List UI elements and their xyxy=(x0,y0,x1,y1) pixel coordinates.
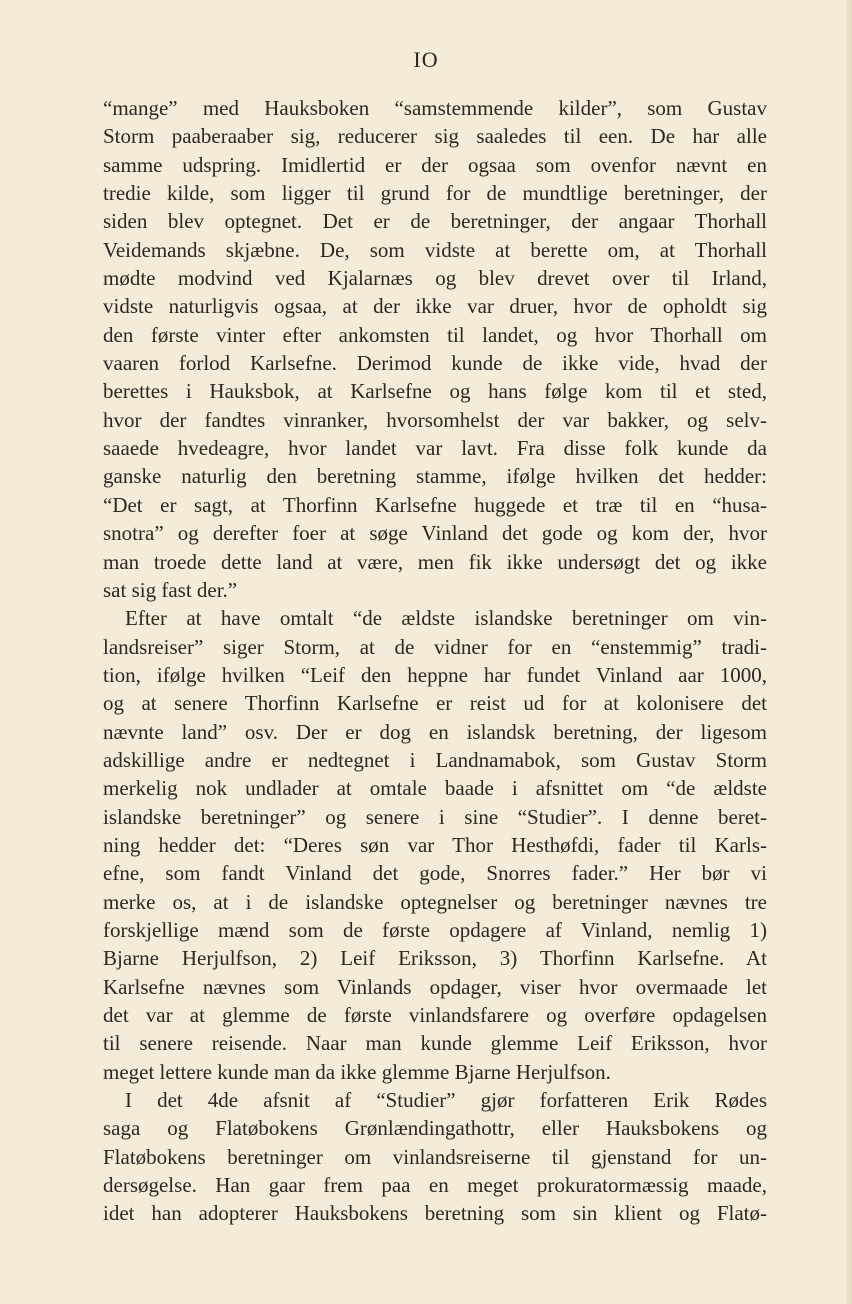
body-text xyxy=(103,94,767,1228)
text-line: “mange” med Hauksboken “samstemmende kilder”, som Gustav xyxy=(103,96,767,120)
text-line: adskillige andre er nedtegnet i Landnamabok, som Gustav Storm xyxy=(103,747,767,772)
text-line: meget lettere kunde man da ikke glemme Bjarne Herjulfson. xyxy=(103,1059,611,1084)
text-line: “Det er sagt, at Thorfinn Karlsefne huggede et træ til en “husa- xyxy=(103,492,767,517)
page-edge-shadow xyxy=(846,0,852,1304)
text-line: idet han adopterer Hauksbokens beretning som sin klient og Flatø- xyxy=(103,1201,767,1226)
text-line: nævnte land” osv. Der er dog en islandsk beretning, der ligesom xyxy=(103,719,767,744)
text-line: vaaren forlod Karlsefne. Derimod kunde de ikke vide, hvad der xyxy=(103,351,767,376)
text-line: landsreiser” siger Storm, at de vidner for en “enstemmig” tradi- xyxy=(103,634,767,659)
text-line: Karlsefne nævnes som Vinlands opdager, viser hvor overmaade let xyxy=(103,974,767,999)
text-line: islandske beretninger” og senere i sine “Studier”. I denne beret- xyxy=(103,804,767,829)
text-line: man troede dette land at være, men fik ikke undersøgt det og ikke xyxy=(103,549,767,574)
text-line: det var at glemme de første vinlandsfarere og overføre opdagelsen xyxy=(103,1003,767,1027)
text-line: Efter at have omtalt “de ældste islandske beretninger om vin- xyxy=(125,606,767,631)
text-line: saga og Flatøbokens Grønlændingathottr, eller Hauksbokens og xyxy=(103,1116,767,1141)
text-line: og at senere Thorfinn Karlsefne er reist ud for at kolonisere det xyxy=(103,691,767,716)
text-line: merkelig nok undlader at omtale baade i afsnittet om “de ældste xyxy=(103,776,767,801)
text-line: ning hedder det: “Deres søn var Thor Hesthøfdi, fader til Karls- xyxy=(103,832,767,857)
text-line: mødte modvind ved Kjalarnæs og blev drevet over til Irland, xyxy=(103,266,767,291)
text-line: sat sig fast der.” xyxy=(103,577,238,602)
text-line: ganske naturlig den beretning stamme, ifølge hvilken det hedder: xyxy=(103,464,767,489)
text-line: vidste naturligvis ogsaa, at der ikke var druer, hvor de opholdt sig xyxy=(103,294,767,319)
text-line: samme udspring. Imidlertid er der ogsaa som ovenfor nævnt en xyxy=(103,152,767,177)
text-line: tredie kilde, som ligger til grund for de mundtlige beretninger, der xyxy=(103,181,767,206)
text-line: den første vinter efter ankomsten til landet, og hvor Thorhall om xyxy=(103,322,767,347)
text-line: saaede hvedeagre, hvor landet var lavt. Fra disse folk kunde da xyxy=(103,436,767,461)
text-line: Flatøbokens beretninger om vinlandsreiserne til gjenstand for un- xyxy=(103,1144,767,1169)
text-line: hvor der fandtes vinranker, hvorsomhelst der var bakker, og selv- xyxy=(103,407,767,432)
text-line: Storm paaberaaber sig, reducerer sig saaledes til een. De har alle xyxy=(103,124,767,149)
page-number: IO xyxy=(413,47,439,72)
text-line: dersøgelse. Han gaar frem paa en meget prokuratormæssig maade, xyxy=(103,1173,767,1198)
text-line: til senere reisende. Naar man kunde glemme Leif Eriksson, hvor xyxy=(103,1031,767,1056)
text-line: siden blev optegnet. Det er de beretninger, der angaar Thorhall xyxy=(103,209,767,234)
text-line: forskjellige mænd som de første opdagere af Vinland, nemlig 1) xyxy=(103,917,767,942)
text-line: Bjarne Herjulfson, 2) Leif Eriksson, 3) Thorfinn Karlsefne. At xyxy=(103,946,767,971)
text-line: merke os, at i de islandske optegnelser og beretninger nævnes tre xyxy=(103,889,767,914)
text-line: I det 4de afsnit af “Studier” gjør forfatteren Erik Rødes xyxy=(125,1088,767,1113)
text-line: berettes i Hauksbok, at Karlsefne og hans følge kom til et sted, xyxy=(103,379,767,404)
text-line: Veidemands skjæbne. De, som vidste at berette om, at Thorhall xyxy=(103,237,767,262)
text-line: snotra” og derefter foer at søge Vinland det gode og kom der, hvor xyxy=(103,521,767,546)
text-line: efne, som fandt Vinland det gode, Snorres fader.” Her bør vi xyxy=(103,861,767,886)
text-line: tion, ifølge hvilken “Leif den heppne har fundet Vinland aar 1000, xyxy=(103,662,767,687)
